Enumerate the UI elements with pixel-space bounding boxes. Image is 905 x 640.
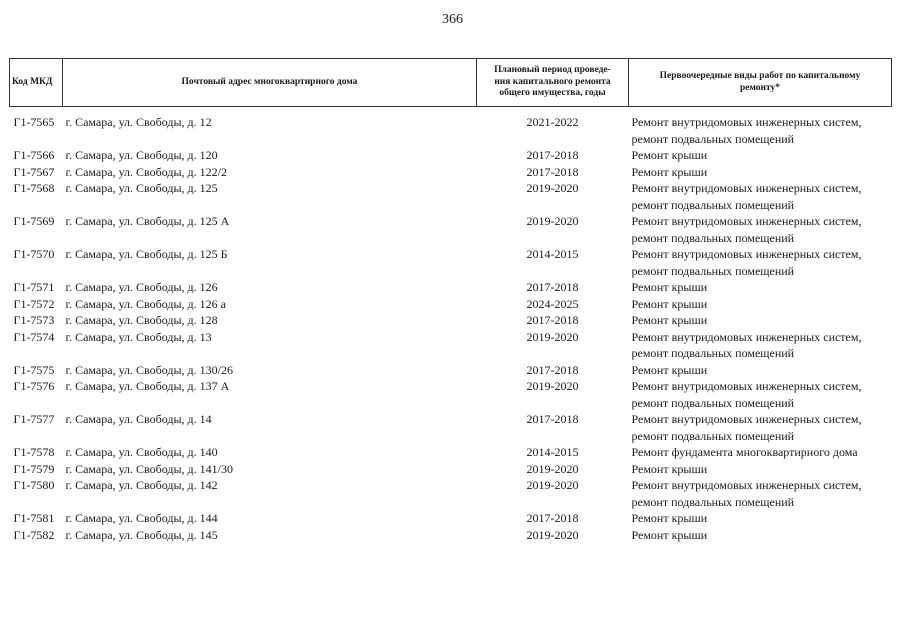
table-row bbox=[10, 378, 892, 411]
works-line: Ремонт внутридомовых инженерных систем, bbox=[631, 478, 862, 492]
cell-code: Г1-7573 bbox=[13, 313, 55, 327]
cell-code: Г1-7565 bbox=[13, 115, 55, 129]
cell-code: Г1-7567 bbox=[13, 164, 55, 179]
repair-table-container bbox=[9, 58, 891, 543]
works-line: Ремонт крыши bbox=[631, 313, 708, 327]
cell-period: 2017-2018 bbox=[526, 313, 579, 327]
works-line: ремонт подвальных помещений bbox=[631, 395, 795, 410]
works-line: Ремонт внутридомовых инженерных систем, bbox=[631, 412, 862, 426]
cell-period: 2019-2020 bbox=[526, 181, 579, 195]
cell-period: 2019-2020 bbox=[526, 461, 579, 476]
cell-period: 2019-2020 bbox=[526, 379, 579, 393]
table-row bbox=[10, 527, 892, 544]
cell-code: Г1-7582 bbox=[13, 527, 55, 542]
cell-works bbox=[629, 279, 892, 296]
repair-table bbox=[9, 58, 892, 543]
cell-works bbox=[629, 329, 892, 362]
cell-address: г. Самара, ул. Свободы, д. 130/26 bbox=[65, 362, 233, 377]
cell-address: г. Самара, ул. Свободы, д. 142 bbox=[65, 478, 218, 492]
works-line: ремонт подвальных помещений bbox=[631, 494, 795, 509]
table-row bbox=[10, 362, 892, 379]
works-line: Ремонт внутридомовых инженерных систем, bbox=[631, 379, 862, 393]
cell-works bbox=[629, 378, 892, 411]
cell-code: Г1-7571 bbox=[13, 280, 55, 294]
cell-code: Г1-7577 bbox=[13, 412, 55, 426]
header-period bbox=[477, 59, 629, 107]
cell-period: 2024-2025 bbox=[526, 296, 579, 311]
cell-works bbox=[629, 461, 892, 478]
cell-code: Г1-7580 bbox=[13, 478, 55, 492]
cell-period: 2019-2020 bbox=[526, 329, 579, 344]
works-line: Ремонт внутридомовых инженерных систем, bbox=[631, 115, 862, 129]
cell-code: Г1-7568 bbox=[13, 181, 55, 195]
cell-code: Г1-7575 bbox=[13, 362, 55, 377]
cell-address: г. Самара, ул. Свободы, д. 125 Б bbox=[65, 247, 228, 261]
cell-works bbox=[629, 114, 892, 147]
cell-code: Г1-7570 bbox=[13, 247, 55, 261]
cell-address: г. Самара, ул. Свободы, д. 12 bbox=[65, 115, 212, 129]
cell-works bbox=[629, 510, 892, 527]
cell-works bbox=[629, 527, 892, 544]
works-line: Ремонт крыши bbox=[631, 511, 708, 525]
cell-code: Г1-7569 bbox=[13, 214, 55, 228]
cell-period: 2017-2018 bbox=[526, 362, 579, 377]
cell-address: г. Самара, ул. Свободы, д. 122/2 bbox=[65, 164, 227, 179]
cell-works bbox=[629, 164, 892, 181]
cell-works bbox=[629, 296, 892, 313]
table-row bbox=[10, 312, 892, 329]
cell-code: Г1-7572 bbox=[13, 296, 55, 311]
cell-works bbox=[629, 362, 892, 379]
cell-period: 2017-2018 bbox=[526, 511, 579, 525]
cell-code: Г1-7566 bbox=[13, 148, 55, 162]
table-row bbox=[10, 213, 892, 246]
cell-code: Г1-7574 bbox=[13, 329, 55, 344]
cell-works bbox=[629, 411, 892, 444]
cell-works bbox=[629, 444, 892, 461]
header-period-text: Плановый период проведе- ния капитального ремонта общего имущества, годы bbox=[494, 65, 611, 99]
cell-address: г. Самара, ул. Свободы, д. 125 А bbox=[65, 214, 230, 228]
header-works bbox=[629, 59, 892, 107]
cell-works bbox=[629, 312, 892, 329]
works-line: Ремонт крыши bbox=[631, 527, 708, 542]
header-address: Почтовый адрес многоквартирного дома bbox=[63, 59, 477, 107]
cell-works bbox=[629, 477, 892, 510]
works-line: Ремонт внутридомовых инженерных систем, bbox=[631, 181, 862, 195]
works-line: ремонт подвальных помещений bbox=[631, 131, 795, 146]
table-body bbox=[10, 107, 892, 544]
cell-works bbox=[629, 213, 892, 246]
table-row bbox=[10, 147, 892, 164]
header-gap bbox=[10, 107, 892, 115]
works-line: Ремонт крыши bbox=[631, 148, 708, 162]
table-header bbox=[10, 59, 892, 107]
works-line: Ремонт крыши bbox=[631, 461, 708, 476]
works-line: Ремонт внутридомовых инженерных систем, bbox=[631, 214, 862, 228]
cell-code: Г1-7578 bbox=[13, 445, 55, 459]
works-line: Ремонт внутридомовых инженерных систем, bbox=[631, 329, 862, 344]
works-line: Ремонт крыши bbox=[631, 164, 708, 179]
cell-address: г. Самара, ул. Свободы, д. 128 bbox=[65, 313, 218, 327]
cell-period: 2017-2018 bbox=[526, 412, 579, 426]
cell-works bbox=[629, 147, 892, 164]
table-row bbox=[10, 180, 892, 213]
works-line: ремонт подвальных помещений bbox=[631, 428, 795, 443]
table-row bbox=[10, 246, 892, 279]
works-line: ремонт подвальных помещений bbox=[631, 197, 795, 212]
page-number: 366 bbox=[442, 12, 463, 27]
cell-period: 2014-2015 bbox=[526, 247, 579, 261]
cell-period: 2017-2018 bbox=[526, 280, 579, 294]
table-row bbox=[10, 444, 892, 461]
table-row bbox=[10, 296, 892, 313]
cell-code: Г1-7576 bbox=[13, 379, 55, 393]
cell-period: 2019-2020 bbox=[526, 214, 579, 228]
cell-address: г. Самара, ул. Свободы, д. 13 bbox=[65, 329, 212, 344]
works-line: Ремонт крыши bbox=[631, 362, 708, 377]
cell-address: г. Самара, ул. Свободы, д. 120 bbox=[65, 148, 218, 162]
works-line: Ремонт крыши bbox=[631, 280, 708, 294]
works-line: Ремонт фундамента многоквартирного дома bbox=[631, 445, 858, 459]
cell-address: г. Самара, ул. Свободы, д. 137 А bbox=[65, 379, 230, 393]
cell-period: 2017-2018 bbox=[526, 148, 579, 162]
cell-period: 2021-2022 bbox=[526, 115, 579, 129]
cell-address: г. Самара, ул. Свободы, д. 140 bbox=[65, 445, 218, 459]
cell-address: г. Самара, ул. Свободы, д. 141/30 bbox=[65, 461, 233, 476]
works-line: Ремонт крыши bbox=[631, 296, 708, 311]
cell-address: г. Самара, ул. Свободы, д. 144 bbox=[65, 511, 218, 525]
cell-period: 2019-2020 bbox=[526, 478, 579, 492]
table-row bbox=[10, 461, 892, 478]
cell-works bbox=[629, 246, 892, 279]
works-line: ремонт подвальных помещений bbox=[631, 230, 795, 245]
works-line: ремонт подвальных помещений bbox=[631, 346, 795, 360]
header-code: Код МКД bbox=[10, 59, 63, 107]
table-row bbox=[10, 477, 892, 510]
table-row bbox=[10, 279, 892, 296]
cell-code: Г1-7581 bbox=[13, 511, 55, 525]
cell-address: г. Самара, ул. Свободы, д. 126 а bbox=[65, 296, 226, 311]
cell-works bbox=[629, 180, 892, 213]
cell-period: 2017-2018 bbox=[526, 164, 579, 179]
table-row bbox=[10, 114, 892, 147]
table-row bbox=[10, 411, 892, 444]
cell-address: г. Самара, ул. Свободы, д. 145 bbox=[65, 527, 218, 542]
cell-address: г. Самара, ул. Свободы, д. 14 bbox=[65, 412, 212, 426]
cell-address: г. Самара, ул. Свободы, д. 126 bbox=[65, 280, 218, 294]
cell-period: 2014-2015 bbox=[526, 445, 579, 459]
works-line: Ремонт внутридомовых инженерных систем, bbox=[631, 247, 862, 261]
cell-code: Г1-7579 bbox=[13, 461, 55, 476]
header-works-text: Первоочередные виды работ по капитальному ремонту* bbox=[659, 71, 861, 93]
works-line: ремонт подвальных помещений bbox=[631, 263, 795, 278]
table-row bbox=[10, 510, 892, 527]
table-row bbox=[10, 329, 892, 362]
cell-address: г. Самара, ул. Свободы, д. 125 bbox=[65, 181, 218, 195]
cell-period: 2019-2020 bbox=[526, 527, 579, 542]
table-row bbox=[10, 164, 892, 181]
